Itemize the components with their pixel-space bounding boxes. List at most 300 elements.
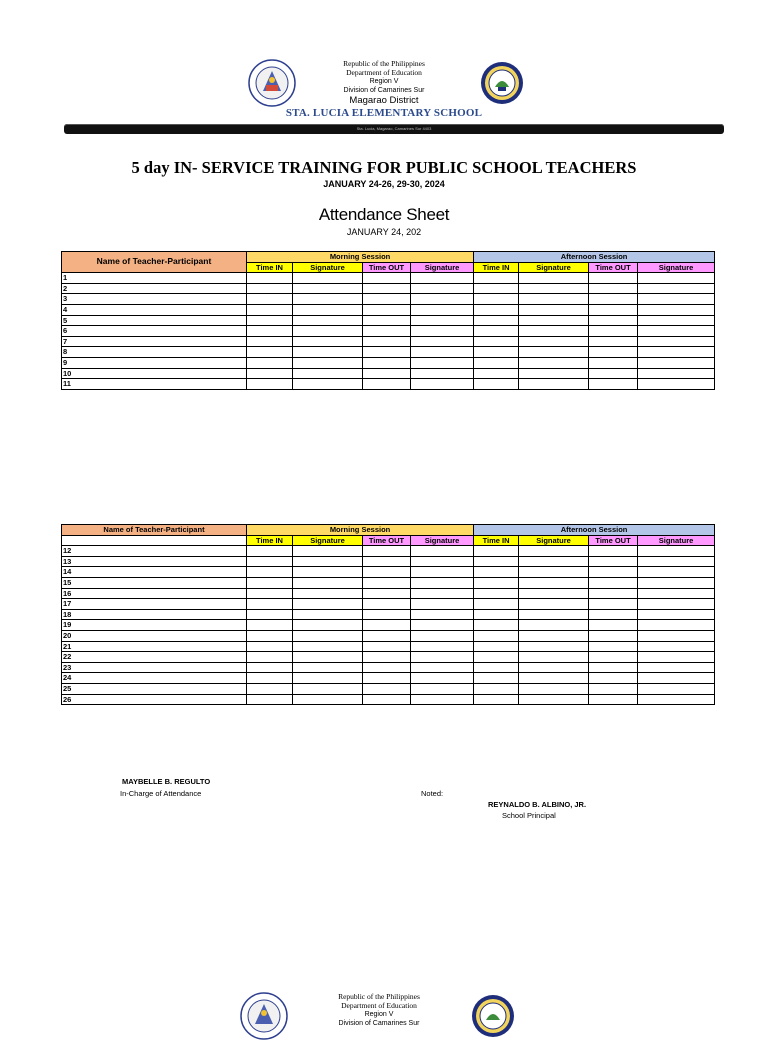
attendance-cell[interactable] — [519, 304, 589, 315]
attendance-cell[interactable] — [293, 577, 363, 588]
letterhead-line1: Republic of the Philippines — [343, 59, 425, 68]
attendance-cell[interactable] — [363, 379, 411, 390]
attendance-cell[interactable] — [411, 567, 474, 578]
row-number: 15 — [62, 577, 247, 588]
attendance-cell[interactable] — [474, 273, 519, 284]
attendance-cell[interactable] — [589, 546, 638, 557]
row-number: 9 — [62, 357, 247, 368]
table-row — [62, 556, 715, 567]
attendance-cell[interactable] — [411, 368, 474, 379]
attendance-cell[interactable] — [638, 556, 715, 567]
letterhead-address: Sta. Lucia, Magarao, Camarines Sur 4403 — [356, 126, 432, 131]
attendance-cell[interactable] — [363, 304, 411, 315]
attendance-cell[interactable] — [411, 694, 474, 705]
attendance-cell[interactable] — [589, 609, 638, 620]
row-number: 25 — [62, 683, 247, 694]
row-number: 23 — [62, 662, 247, 673]
table-row — [62, 283, 715, 294]
header-name: Name of Teacher-Participant — [62, 525, 247, 536]
attendance-cell[interactable] — [411, 652, 474, 663]
letterhead-line4: Division of Camarines Sur — [343, 87, 425, 94]
table-row — [62, 357, 715, 368]
attendance-cell[interactable] — [247, 673, 293, 684]
attendance-cell[interactable] — [519, 546, 589, 557]
attendance-cell[interactable] — [638, 577, 715, 588]
attendance-cell[interactable] — [363, 662, 411, 673]
attendance-cell[interactable] — [411, 347, 474, 358]
row-number: 4 — [62, 304, 247, 315]
attendance-cell[interactable] — [638, 326, 715, 337]
incharge-name: MAYBELLE B. REGULTO — [122, 777, 211, 786]
letterhead-bar — [64, 124, 724, 134]
row-number: 6 — [62, 326, 247, 337]
attendance-cell[interactable] — [293, 357, 363, 368]
attendance-cell[interactable] — [638, 357, 715, 368]
attendance-cell[interactable] — [363, 673, 411, 684]
letterhead-school: STA. LUCIA ELEMENTARY SCHOOL — [285, 107, 483, 119]
attendance-cell[interactable] — [247, 567, 293, 578]
attendance-cell[interactable] — [519, 379, 589, 390]
header-name: Name of Teacher-Participant — [62, 252, 247, 273]
attendance-cell[interactable] — [519, 294, 589, 305]
attendance-cell[interactable] — [411, 326, 474, 337]
attendance-cell[interactable] — [411, 315, 474, 326]
attendance-cell[interactable] — [247, 694, 293, 705]
attendance-cell[interactable] — [363, 599, 411, 610]
letterhead2-line2: Department of Education — [341, 1001, 417, 1010]
attendance-cell[interactable] — [589, 662, 638, 673]
attendance-cell[interactable] — [519, 652, 589, 663]
header-am-signature: Signature — [293, 535, 363, 546]
attendance-cell[interactable] — [363, 620, 411, 631]
attendance-cell[interactable] — [474, 294, 519, 305]
attendance-cell[interactable] — [411, 609, 474, 620]
attendance-cell[interactable] — [293, 588, 363, 599]
attendance-cell[interactable] — [589, 357, 638, 368]
attendance-cell[interactable] — [474, 567, 519, 578]
attendance-cell[interactable] — [411, 283, 474, 294]
table-row — [62, 577, 715, 588]
header-pm-signature: Signature — [519, 535, 589, 546]
attendance-cell[interactable] — [247, 630, 293, 641]
attendance-cell[interactable] — [589, 304, 638, 315]
header-morning: Morning Session — [247, 525, 474, 536]
attendance-cell[interactable] — [411, 683, 474, 694]
attendance-cell[interactable] — [638, 673, 715, 684]
attendance-cell[interactable] — [474, 577, 519, 588]
attendance-cell[interactable] — [363, 283, 411, 294]
attendance-cell[interactable] — [474, 379, 519, 390]
attendance-cell[interactable] — [247, 652, 293, 663]
letterhead — [0, 59, 768, 120]
training-title: 5 day IN- SERVICE TRAINING FOR PUBLIC SCHOOL TEACHERS — [131, 158, 637, 177]
attendance-cell[interactable] — [474, 641, 519, 652]
attendance-cell[interactable] — [293, 567, 363, 578]
attendance-cell[interactable] — [638, 567, 715, 578]
attendance-cell[interactable] — [293, 630, 363, 641]
attendance-cell[interactable] — [638, 599, 715, 610]
attendance-cell[interactable] — [519, 326, 589, 337]
table-row — [62, 368, 715, 379]
attendance-cell[interactable] — [474, 315, 519, 326]
table-row — [62, 379, 715, 390]
attendance-cell[interactable] — [589, 283, 638, 294]
attendance-cell[interactable] — [363, 347, 411, 358]
attendance-cell[interactable] — [411, 336, 474, 347]
attendance-cell[interactable] — [638, 304, 715, 315]
attendance-cell[interactable] — [247, 588, 293, 599]
table-row — [62, 326, 715, 337]
row-number: 2 — [62, 283, 247, 294]
attendance-cell[interactable] — [293, 620, 363, 631]
row-number: 8 — [62, 347, 247, 358]
attendance-cell[interactable] — [411, 577, 474, 588]
attendance-cell[interactable] — [363, 609, 411, 620]
attendance-cell[interactable] — [293, 283, 363, 294]
attendance-cell[interactable] — [247, 641, 293, 652]
attendance-cell[interactable] — [474, 304, 519, 315]
attendance-cell[interactable] — [638, 662, 715, 673]
training-dates: JANUARY 24-26, 29-30, 2024 — [323, 179, 445, 189]
attendance-cell[interactable] — [474, 683, 519, 694]
attendance-cell[interactable] — [638, 315, 715, 326]
attendance-cell[interactable] — [293, 326, 363, 337]
incharge-role: In-Charge of Attendance — [120, 789, 202, 798]
header-afternoon: Afternoon Session — [474, 525, 715, 536]
attendance-table-1 — [61, 251, 715, 390]
attendance-cell[interactable] — [589, 294, 638, 305]
row-number: 11 — [62, 379, 247, 390]
attendance-cell[interactable] — [474, 694, 519, 705]
attendance-cell[interactable] — [474, 546, 519, 557]
attendance-cell[interactable] — [363, 683, 411, 694]
row-number: 1 — [62, 273, 247, 284]
attendance-cell[interactable] — [474, 620, 519, 631]
attendance-cell[interactable] — [293, 652, 363, 663]
letterhead-page2 — [0, 992, 763, 1028]
row-number: 13 — [62, 556, 247, 567]
attendance-cell[interactable] — [589, 556, 638, 567]
attendance-cell[interactable] — [474, 556, 519, 567]
attendance-cell[interactable] — [589, 630, 638, 641]
attendance-cell[interactable] — [638, 368, 715, 379]
attendance-cell[interactable] — [247, 283, 293, 294]
attendance-cell[interactable] — [519, 683, 589, 694]
attendance-cell[interactable] — [589, 326, 638, 337]
attendance-cell[interactable] — [363, 567, 411, 578]
attendance-cell[interactable] — [519, 357, 589, 368]
attendance-cell[interactable] — [247, 357, 293, 368]
attendance-cell[interactable] — [363, 336, 411, 347]
attendance-cell[interactable] — [293, 368, 363, 379]
row-number: 12 — [62, 546, 247, 557]
row-number: 16 — [62, 588, 247, 599]
attendance-cell[interactable] — [589, 368, 638, 379]
attendance-cell[interactable] — [474, 336, 519, 347]
row-number: 20 — [62, 630, 247, 641]
row-number: 17 — [62, 599, 247, 610]
attendance-cell[interactable] — [293, 599, 363, 610]
sheet-title: Attendance Sheet — [318, 205, 450, 224]
attendance-cell[interactable] — [411, 556, 474, 567]
attendance-cell[interactable] — [638, 283, 715, 294]
attendance-cell[interactable] — [247, 347, 293, 358]
attendance-cell[interactable] — [411, 599, 474, 610]
attendance-cell[interactable] — [247, 609, 293, 620]
attendance-cell[interactable] — [247, 683, 293, 694]
attendance-cell[interactable] — [474, 652, 519, 663]
principal-role: School Principal — [502, 811, 556, 820]
header-pm-time-out: Time OUT — [589, 535, 638, 546]
header-pm-time-in: Time IN — [474, 535, 519, 546]
row-number: 10 — [62, 368, 247, 379]
attendance-cell[interactable] — [638, 588, 715, 599]
attendance-cell[interactable] — [293, 694, 363, 705]
table-row — [62, 609, 715, 620]
attendance-cell[interactable] — [247, 315, 293, 326]
attendance-cell[interactable] — [519, 336, 589, 347]
attendance-cell[interactable] — [589, 599, 638, 610]
attendance-cell[interactable] — [474, 588, 519, 599]
attendance-cell[interactable] — [363, 577, 411, 588]
header-am-time-in: Time IN — [247, 262, 293, 273]
attendance-cell[interactable] — [411, 641, 474, 652]
attendance-cell[interactable] — [519, 577, 589, 588]
header-pm-time-in: Time IN — [474, 262, 519, 273]
attendance-cell[interactable] — [519, 694, 589, 705]
attendance-cell[interactable] — [411, 273, 474, 284]
attendance-cell[interactable] — [293, 683, 363, 694]
attendance-cell[interactable] — [519, 662, 589, 673]
attendance-cell[interactable] — [519, 641, 589, 652]
attendance-cell[interactable] — [519, 620, 589, 631]
attendance-cell[interactable] — [293, 546, 363, 557]
attendance-cell[interactable] — [363, 630, 411, 641]
letterhead-line3: Region V — [369, 78, 399, 85]
attendance-cell[interactable] — [293, 662, 363, 673]
attendance-cell[interactable] — [363, 588, 411, 599]
attendance-cell[interactable] — [411, 588, 474, 599]
attendance-cell[interactable] — [638, 273, 715, 284]
attendance-cell[interactable] — [293, 294, 363, 305]
row-number: 5 — [62, 315, 247, 326]
row-number: 24 — [62, 673, 247, 684]
attendance-cell[interactable] — [474, 368, 519, 379]
attendance-cell[interactable] — [247, 304, 293, 315]
attendance-cell[interactable] — [638, 694, 715, 705]
attendance-cell[interactable] — [638, 546, 715, 557]
attendance-cell[interactable] — [293, 379, 363, 390]
sheet-date: JANUARY 24, 202 — [346, 227, 422, 237]
attendance-cell[interactable] — [247, 620, 293, 631]
header-name-blank — [62, 535, 247, 546]
attendance-cell[interactable] — [247, 546, 293, 557]
attendance-cell[interactable] — [411, 379, 474, 390]
attendance-cell[interactable] — [589, 652, 638, 663]
attendance-cell[interactable] — [247, 368, 293, 379]
row-number: 7 — [62, 336, 247, 347]
attendance-cell[interactable] — [519, 283, 589, 294]
attendance-cell[interactable] — [293, 641, 363, 652]
attendance-cell[interactable] — [411, 662, 474, 673]
attendance-cell[interactable] — [519, 630, 589, 641]
attendance-cell[interactable] — [589, 673, 638, 684]
attendance-cell[interactable] — [589, 577, 638, 588]
attendance-cell[interactable] — [411, 630, 474, 641]
table-row — [62, 599, 715, 610]
attendance-cell[interactable] — [474, 357, 519, 368]
attendance-cell[interactable] — [293, 609, 363, 620]
attendance-cell[interactable] — [638, 683, 715, 694]
attendance-cell[interactable] — [247, 662, 293, 673]
attendance-cell[interactable] — [638, 641, 715, 652]
attendance-cell[interactable] — [589, 588, 638, 599]
attendance-cell[interactable] — [247, 577, 293, 588]
attendance-cell[interactable] — [363, 294, 411, 305]
attendance-cell[interactable] — [247, 326, 293, 337]
attendance-cell[interactable] — [519, 609, 589, 620]
attendance-cell[interactable] — [247, 599, 293, 610]
letterhead-district: Magarao District — [349, 95, 419, 106]
attendance-cell[interactable] — [247, 294, 293, 305]
row-number: 14 — [62, 567, 247, 578]
attendance-cell[interactable] — [411, 546, 474, 557]
attendance-cell[interactable] — [474, 630, 519, 641]
attendance-cell[interactable] — [589, 641, 638, 652]
table-row — [62, 673, 715, 684]
attendance-cell[interactable] — [293, 336, 363, 347]
header-am-signature: Signature — [293, 262, 363, 273]
attendance-cell[interactable] — [589, 347, 638, 358]
table-row — [62, 652, 715, 663]
table-row — [62, 641, 715, 652]
attendance-cell[interactable] — [638, 609, 715, 620]
header-afternoon: Afternoon Session — [474, 252, 715, 263]
attendance-cell[interactable] — [411, 620, 474, 631]
attendance-cell[interactable] — [411, 357, 474, 368]
letterhead-line2: Department of Education — [346, 68, 422, 77]
row-number: 26 — [62, 694, 247, 705]
attendance-cell[interactable] — [363, 273, 411, 284]
header-pm-signature: Signature — [519, 262, 589, 273]
attendance-cell[interactable] — [519, 556, 589, 567]
attendance-cell[interactable] — [411, 304, 474, 315]
attendance-cell[interactable] — [293, 673, 363, 684]
attendance-cell[interactable] — [247, 556, 293, 567]
attendance-cell[interactable] — [589, 315, 638, 326]
attendance-cell[interactable] — [363, 546, 411, 557]
attendance-cell[interactable] — [363, 368, 411, 379]
attendance-cell[interactable] — [638, 294, 715, 305]
attendance-cell[interactable] — [411, 673, 474, 684]
attendance-cell[interactable] — [363, 641, 411, 652]
attendance-cell[interactable] — [474, 599, 519, 610]
attendance-cell[interactable] — [519, 347, 589, 358]
table-row — [62, 567, 715, 578]
table-row — [62, 294, 715, 305]
attendance-cell[interactable] — [247, 336, 293, 347]
attendance-cell[interactable] — [474, 326, 519, 337]
attendance-cell[interactable] — [363, 694, 411, 705]
table-row — [62, 662, 715, 673]
attendance-cell[interactable] — [638, 620, 715, 631]
attendance-cell[interactable] — [363, 652, 411, 663]
attendance-cell[interactable] — [589, 336, 638, 347]
row-number: 18 — [62, 609, 247, 620]
attendance-table-2 — [61, 524, 715, 705]
attendance-cell[interactable] — [519, 588, 589, 599]
attendance-cell[interactable] — [247, 273, 293, 284]
header-morning: Morning Session — [247, 252, 474, 263]
attendance-cell[interactable] — [519, 368, 589, 379]
attendance-cell[interactable] — [363, 357, 411, 368]
attendance-cell[interactable] — [519, 599, 589, 610]
attendance-cell[interactable] — [589, 694, 638, 705]
attendance-cell[interactable] — [363, 315, 411, 326]
letterhead2-line3: Region V — [364, 1011, 394, 1018]
attendance-cell[interactable] — [247, 379, 293, 390]
letterhead2-line4: Division of Camarines Sur — [338, 1020, 420, 1027]
header-am-time-out: Time OUT — [363, 262, 411, 273]
table-row — [62, 588, 715, 599]
attendance-cell[interactable] — [363, 556, 411, 567]
attendance-cell[interactable] — [474, 609, 519, 620]
table-row — [62, 273, 715, 284]
table-row — [62, 683, 715, 694]
table-row — [62, 336, 715, 347]
attendance-cell[interactable] — [519, 315, 589, 326]
attendance-cell[interactable] — [638, 379, 715, 390]
attendance-cell[interactable] — [638, 347, 715, 358]
attendance-cell[interactable] — [363, 326, 411, 337]
row-number: 22 — [62, 652, 247, 663]
table-row — [62, 546, 715, 557]
table-row — [62, 347, 715, 358]
attendance-cell[interactable] — [519, 567, 589, 578]
attendance-cell[interactable] — [293, 304, 363, 315]
row-number: 19 — [62, 620, 247, 631]
header-am-signature2: Signature — [411, 535, 474, 546]
attendance-cell[interactable] — [589, 379, 638, 390]
attendance-cell[interactable] — [411, 294, 474, 305]
attendance-cell[interactable] — [638, 336, 715, 347]
table-row — [62, 315, 715, 326]
attendance-cell[interactable] — [589, 273, 638, 284]
table-row — [62, 620, 715, 631]
attendance-cell[interactable] — [293, 315, 363, 326]
header-am-signature2: Signature — [411, 262, 474, 273]
attendance-cell[interactable] — [293, 347, 363, 358]
letterhead2-line1: Republic of the Philippines — [338, 992, 420, 1001]
attendance-cell[interactable] — [293, 273, 363, 284]
principal-name: REYNALDO B. ALBINO, JR. — [488, 800, 587, 809]
attendance-cell[interactable] — [474, 673, 519, 684]
attendance-cell[interactable] — [589, 620, 638, 631]
header-am-time-out: Time OUT — [363, 535, 411, 546]
attendance-cell[interactable] — [474, 347, 519, 358]
attendance-cell[interactable] — [519, 273, 589, 284]
attendance-cell[interactable] — [589, 567, 638, 578]
table-row — [62, 630, 715, 641]
attendance-cell[interactable] — [474, 662, 519, 673]
attendance-cell[interactable] — [474, 283, 519, 294]
attendance-cell[interactable] — [638, 630, 715, 641]
attendance-cell[interactable] — [519, 673, 589, 684]
attendance-cell[interactable] — [638, 652, 715, 663]
attendance-cell[interactable] — [589, 683, 638, 694]
attendance-cell[interactable] — [293, 556, 363, 567]
header-pm-signature2: Signature — [638, 262, 715, 273]
